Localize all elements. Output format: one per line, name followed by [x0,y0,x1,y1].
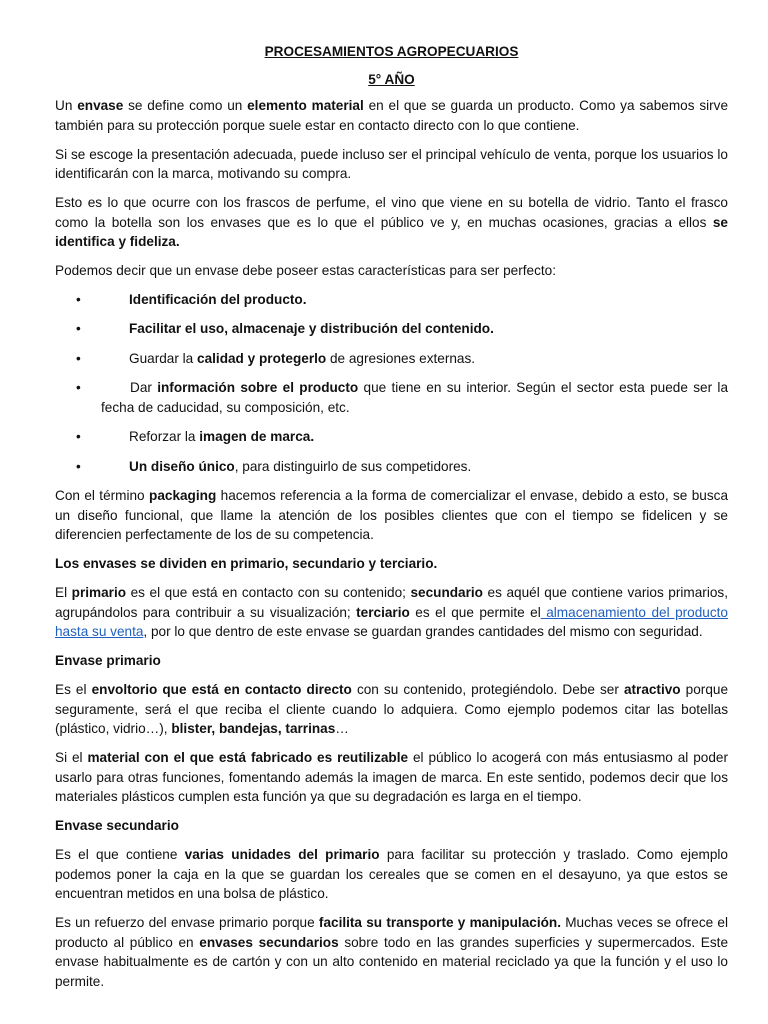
bullet-icon: • [76,429,81,444]
paragraph-characteristics-intro: Podemos decir que un envase debe poseer estas características para ser perfecto: [55,263,556,278]
paragraph-presentation: Si se escoge la presentación adecuada, puede incluso ser el principal vehículo de venta, porque los usuarios lo identificarán con la marca, motivando su compra. [55,146,728,181]
bold-text: blister, bandejas, tarrinas [171,721,336,736]
text: en el que se guarda un producto. Como ya sabemos sirve también para su protección porque suele estar en contacto directo con lo que contiene. [55,98,729,133]
bold-text: elemento material [247,98,364,113]
text: es aquél que contiene varios primarios, agrupándolos para contribuir a su visualización; [55,585,728,620]
bullet-icon: • [76,458,81,474]
bold-text: envases secundarios [199,934,339,950]
bold-text: calidad y protegerlo [197,350,327,366]
text: … [335,721,349,736]
list-item [55,290,728,310]
storage-link[interactable]: almacenamiento del producto hasta su venta [55,604,728,639]
text: porque seguramente, será el que reciba el cliente cuando lo adquiera. Como ejemplo podemos citar las botellas (plástico, vidrio…), [55,682,729,736]
text: de agresiones externas. [326,350,476,366]
heading-envase-secundario: Envase secundario [55,818,179,833]
text: Con el término [55,488,150,503]
bold-text: información sobre el producto [157,380,359,395]
bold-text: envase [77,98,124,113]
list-item [55,378,728,417]
bold-text: facilita su transporte y manipulación. [318,915,561,930]
list-item [55,427,728,447]
paragraph-perfume-example [55,193,728,252]
text: es el que está en contacto con su contenido; [126,585,411,600]
bold-text: terciario [356,604,410,620]
paragraph-envase-secundario [55,845,728,904]
list-item [55,349,728,369]
text: , para distinguirlo de sus competidores. [234,458,472,474]
paragraph-envase-types [55,583,728,642]
text: Es el [55,682,92,697]
paragraph-reinforcement [55,913,728,991]
bold-text: primario [71,585,127,600]
text: Es el que contiene [55,847,185,862]
bullet-icon: • [76,380,81,395]
bullet-icon: • [76,291,81,307]
bold-text: se identifica y fideliza. [55,214,728,249]
bold-text: Facilitar el uso, almacenaje y distribución del contenido. [129,321,494,336]
bold-text: envoltorio que está en contacto directo [91,682,352,697]
bold-text: Un diseño único [129,458,235,474]
bullet-icon: • [76,350,81,366]
text: Reforzar la [129,429,200,444]
text: Esto es lo que ocurre con los frascos de perfume, el vino que viene en su botella de vidrio. Tanto el frasco como la botella son los envases que es lo que el público ve y, en muchas ocasiones, gracias a ellos [55,195,728,230]
text: Es un refuerzo del envase primario porque [55,915,319,930]
list-item [55,319,728,339]
text: Un [55,98,78,113]
heading-envase-primario: Envase primario [55,653,161,668]
paragraph-envase-primario [55,680,728,739]
text: para facilitar su protección y traslado. Como ejemplo podemos poner la caja en la que se guardan los cereales que se comen en el desayuno, ya que estos se encuentran metidos en una bolsa de plástico. [55,847,728,901]
text: Guardar la [129,350,198,366]
characteristics-list [55,290,728,477]
bold-text: atractivo [623,682,681,697]
bold-text: material con el que está fabricado es reutilizable [87,750,409,765]
text: se define como un [123,98,248,113]
bullet-icon: • [76,321,81,336]
text: El [55,585,72,600]
text: que tiene en su interior. Según el sector esta puede ser la fecha de caducidad, su composición, etc. [101,380,729,415]
text: con su contenido, protegiéndolo. Debe ser [351,682,624,697]
bold-text: packaging [149,488,217,503]
bold-text: imagen de marca. [199,429,315,444]
text: Si el [55,750,88,765]
bold-text: varias unidades del primario [184,847,380,862]
text: el público lo acogerá con más entusiasmo al poder usarlo para otras funciones, fomentando además la imagen de marca. En este sentido, podemos decir que los materiales plásticos cumplen esta función ya que su degradación es larga en el tiempo. [55,750,728,804]
heading-envase-types: Los envases se dividen en primario, secundario y terciario. [55,556,438,571]
document-title: PROCESAMIENTOS AGROPECUARIOS [264,44,519,59]
paragraph-envase-definition [55,96,728,135]
text: Dar [130,380,158,395]
text: Muchas veces se ofrece el producto al público en [55,915,728,950]
text: es el que permite el [409,604,541,620]
bold-text: secundario [410,585,483,600]
paragraph-reusable-material [55,748,728,807]
text: sobre todo en las grandes superficies y supermercados. Este envase habitualmente es de cartón y con un alto contenido en material reciclado ya que la función y el uso lo permite. [55,934,729,989]
bold-text: Identificación del producto. [129,291,307,307]
document-subtitle: 5° AÑO [368,71,415,87]
list-item [55,457,728,477]
paragraph-packaging [55,486,728,545]
text: , por lo que dentro de este envase se guardan grandes cantidades del mismo con seguridad. [143,624,703,639]
text: hacemos referencia a la forma de comercializar el envase, debido a esto, se busca un diseño funcional, que llame la atención de los posibles clientes que con el tiempo se fidelicen y se diferencien perfectamente de los de su competencia. [55,488,729,542]
